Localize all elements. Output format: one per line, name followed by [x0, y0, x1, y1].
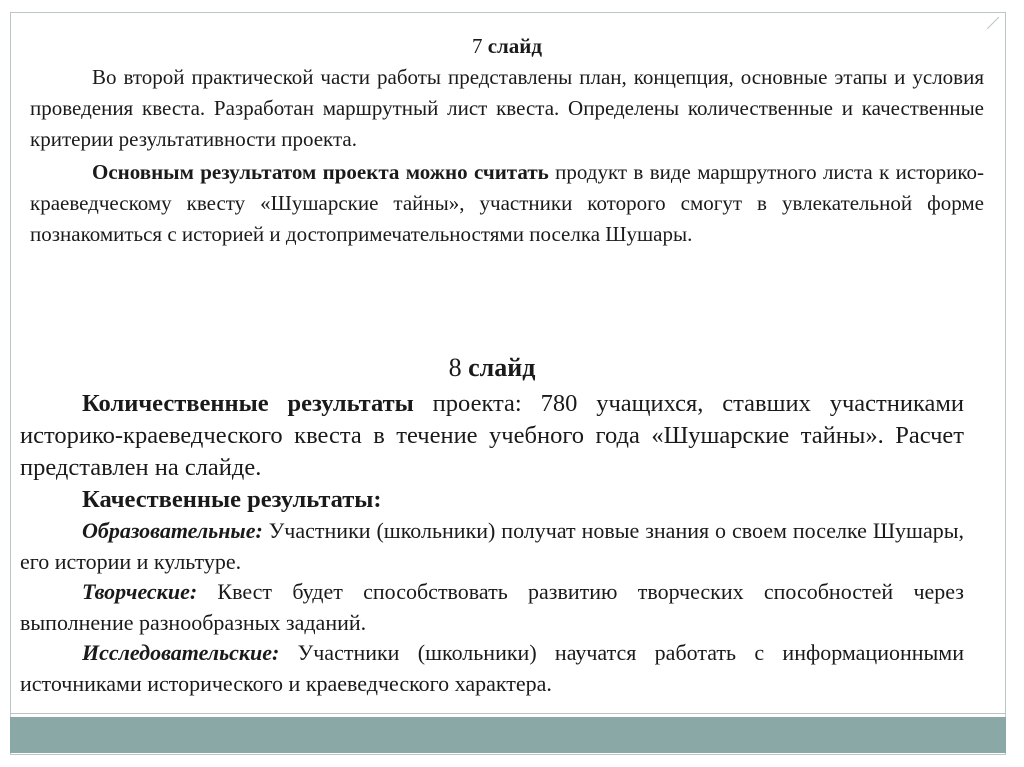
research-label: Исследовательские: [82, 640, 280, 665]
educational-text: Участники (школьники) получат новые знания о своем поселке Шушары, его истории и культуре. [20, 518, 964, 574]
slide-7-heading [30, 30, 984, 62]
slide-8-word: слайд [468, 353, 536, 382]
educational-label: Образовательные: [82, 518, 263, 543]
quantitative-results [20, 388, 964, 484]
slide-7-word: слайд [487, 34, 543, 58]
slide-7-paragraph-1: Во второй практической части работы представлены план, концепция, основные этапы и условия проведения квеста. Разработан маршрутный лист квеста. Определены количественные и качественные критерии результативности проекта. [30, 65, 984, 151]
creative-label: Творческие: [82, 579, 198, 604]
main-result-text: продукт в виде маршрутного листа к историко-краеведческому квесту «Шушарские тайны», участники которого смогут в увлекательной форме познакомиться с историей и достопримечательностями поселка Шушары. [30, 160, 984, 246]
corner-mark-icon [987, 17, 999, 29]
creative-text: Квест будет способствовать развитию творческих способностей через выполнение разнообразных заданий. [20, 579, 964, 635]
educational-results [20, 516, 964, 577]
slide-7-paragraph-2 [30, 157, 984, 250]
creative-results [20, 577, 964, 638]
slide-8-number: 8 [448, 353, 462, 382]
quantitative-results-text: проекта: 780 учащихся, ставших участниками историко-краеведческого квеста в течение учебного года «Шушарские тайны». Расчет представлен на слайде. [20, 390, 964, 481]
section-slide-7 [30, 30, 984, 250]
section-slide-8 [20, 348, 964, 699]
slide-7-number: 7 [471, 34, 483, 58]
bottom-divider [10, 713, 1006, 714]
research-text: Участники (школьники) научатся работать с информационными источниками исторического и краеведческого характера. [20, 640, 964, 696]
quantitative-results-label: Количественные результаты [82, 390, 414, 417]
research-results [20, 638, 964, 699]
slide-8-heading [20, 348, 964, 388]
qualitative-results-heading: Качественные результаты: [82, 486, 382, 513]
bottom-decorative-band [10, 717, 1006, 753]
main-result-bold: Основным результатом проекта можно считать [92, 160, 549, 184]
